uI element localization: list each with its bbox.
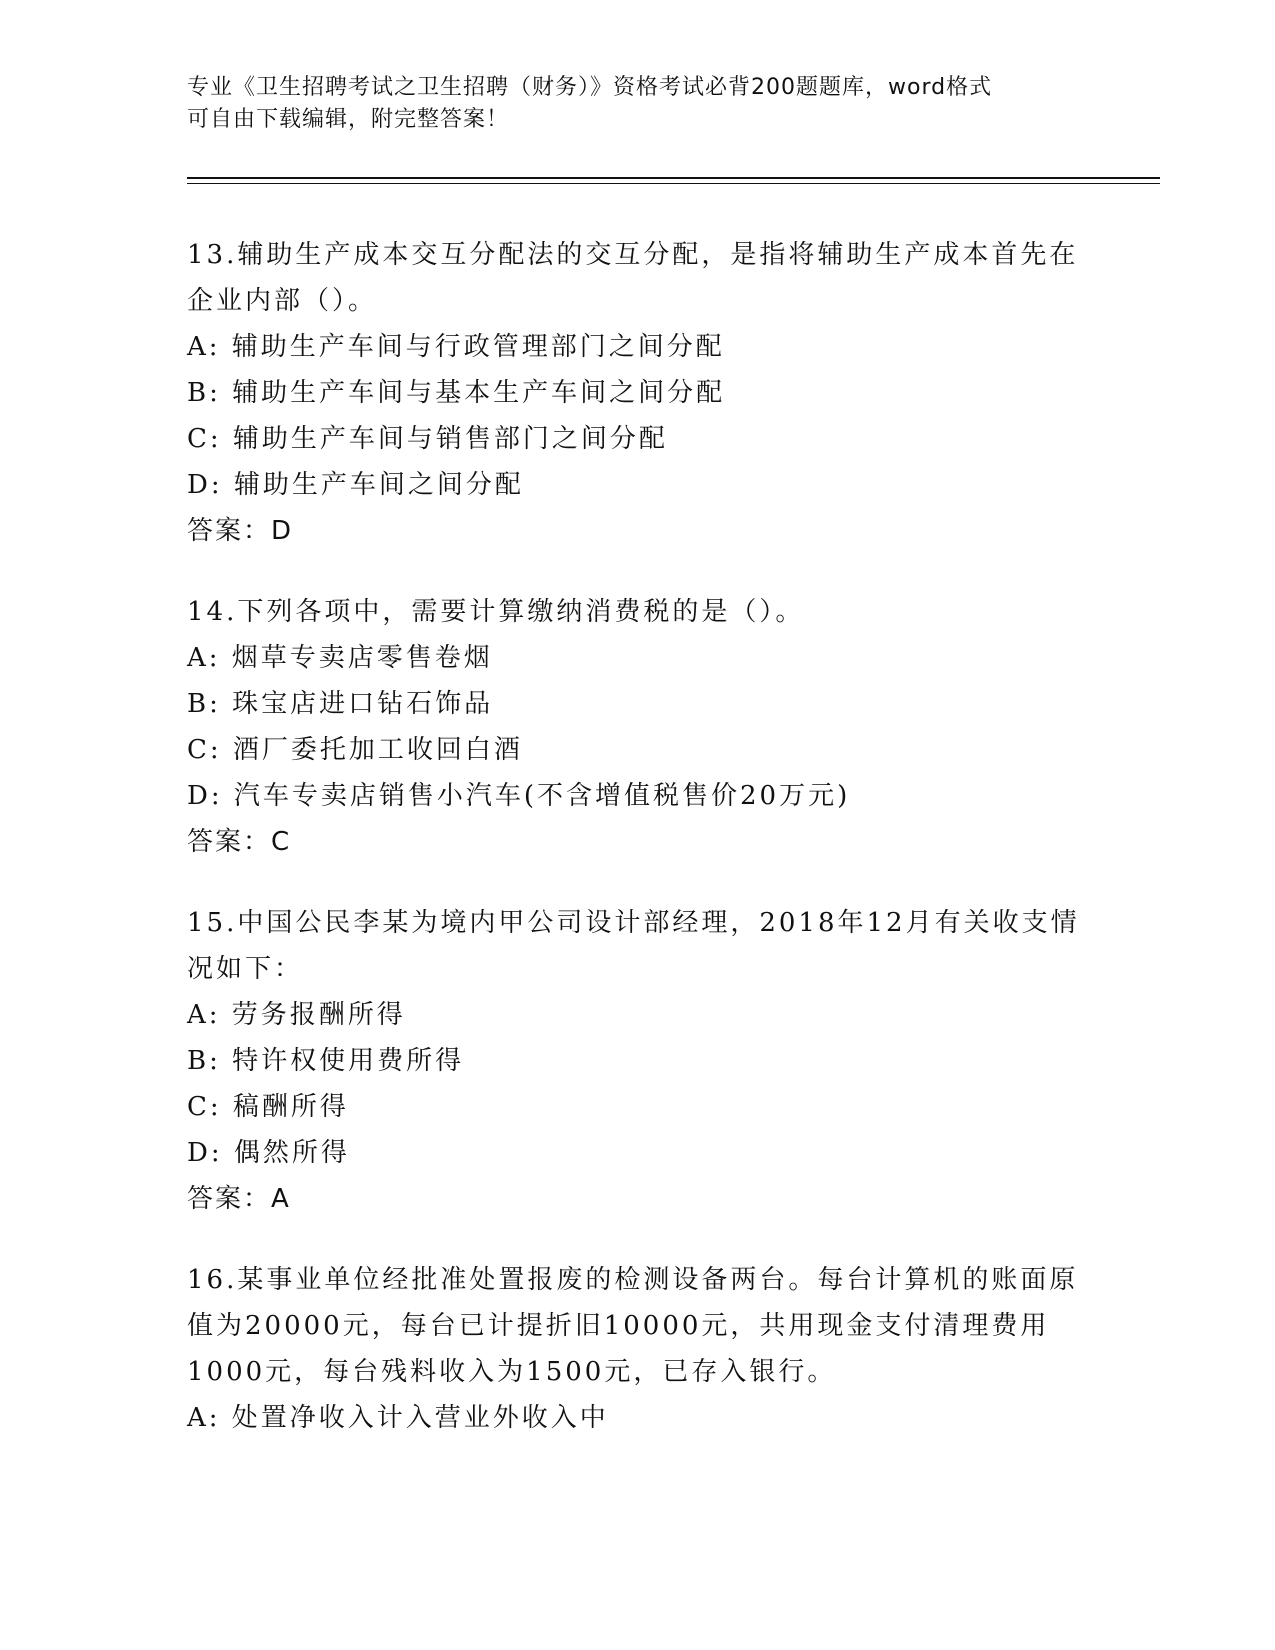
option-b: B: 辅助生产车间与基本生产车间之间分配 xyxy=(187,378,726,408)
question-text: 1000元，每台残料收入为1500元，已存入银行。 xyxy=(187,1357,837,1387)
option-d: D: 汽车专卖店销售小汽车(不含增值税售价20万元) xyxy=(187,781,851,811)
question-13 xyxy=(187,232,1087,554)
header-line-2: 可自由下载编辑，附完整答案！ xyxy=(187,107,510,132)
question-text: 14.下列各项中，需要计算缴纳消费税的是（）。 xyxy=(187,597,805,627)
question-text: 况如下： xyxy=(187,954,304,984)
option-c: C: 辅助生产车间与销售部门之间分配 xyxy=(187,424,668,454)
question-text: 13.辅助生产成本交互分配法的交互分配，是指将辅助生产成本首先在 xyxy=(187,240,1079,270)
question-16 xyxy=(187,1257,1087,1441)
question-text: 15.中国公民李某为境内甲公司设计部经理，2018年12月有关收支情 xyxy=(187,908,1080,938)
document-header xyxy=(187,72,1067,136)
option-a: A: 处置净收入计入营业外收入中 xyxy=(187,1403,609,1433)
option-a: A: 烟草专卖店零售卷烟 xyxy=(187,643,493,673)
question-text: 值为20000元，每台已计提折旧10000元，共用现金支付清理费用 xyxy=(187,1311,1050,1341)
header-divider-thin xyxy=(187,183,1160,184)
question-list xyxy=(187,232,1087,1476)
question-15 xyxy=(187,900,1087,1222)
option-c: C: 酒厂委托加工收回白酒 xyxy=(187,735,523,765)
answer: 答案：A xyxy=(187,1184,291,1214)
option-c: C: 稿酬所得 xyxy=(187,1092,349,1122)
option-b: B: 特许权使用费所得 xyxy=(187,1046,465,1076)
header-divider-thick xyxy=(187,177,1160,179)
header-line-1: 专业《卫生招聘考试之卫生招聘（财务）》资格考试必背200题题库，word格式 xyxy=(187,75,993,100)
option-a: A: 辅助生产车间与行政管理部门之间分配 xyxy=(187,332,725,362)
question-text: 16.某事业单位经批准处置报废的检测设备两台。每台计算机的账面原 xyxy=(187,1265,1079,1295)
question-text: 企业内部（）。 xyxy=(187,286,378,316)
answer: 答案：C xyxy=(187,827,292,857)
option-d: D: 辅助生产车间之间分配 xyxy=(187,470,524,500)
answer: 答案：D xyxy=(187,516,294,546)
option-b: B: 珠宝店进口钻石饰品 xyxy=(187,689,494,719)
question-14 xyxy=(187,589,1087,865)
option-a: A: 劳务报酬所得 xyxy=(187,1000,406,1030)
option-d: D: 偶然所得 xyxy=(187,1138,350,1168)
